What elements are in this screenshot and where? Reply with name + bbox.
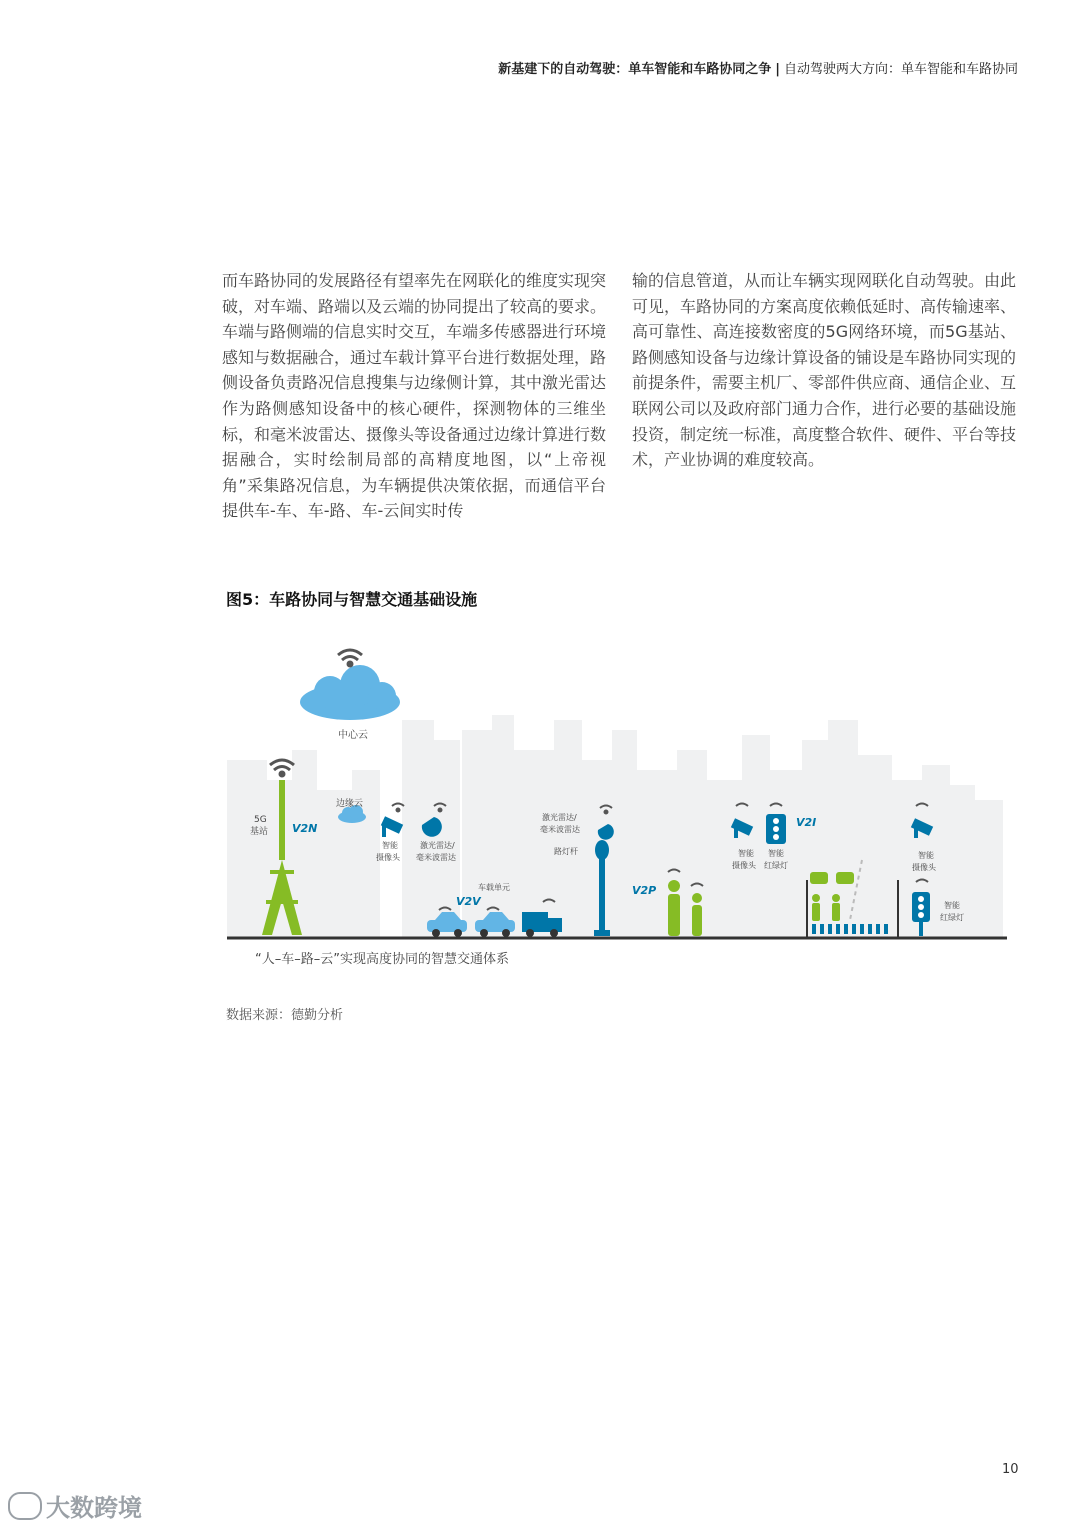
camera-2-label-1: 智能	[738, 849, 754, 858]
center-cloud-icon	[300, 665, 400, 720]
lidar-2-label-2: 毫米波雷达	[540, 825, 580, 834]
lidar-1-label-2: 毫米波雷达	[416, 853, 456, 862]
camera-1-label-2: 摄像头	[376, 853, 400, 862]
pedestrian-icon	[668, 880, 680, 936]
wifi-icon	[270, 760, 294, 776]
body-right-column: 输的信息管道，从而让车辆实现网联化自动驾驶。由此可见，车路协同的方案高度依赖低延时、高传输速率、高可靠性、高连接数密度的5G网络环境，而5G基站、路侧感知设备与边缘计算设备的铺设是车路协同实现的前提条件，需要主机厂、零部件供应商、通信企业、互联网公司以及政府部门通力合作，进行必要的基础设施投资，制定统一标准，高度整合软件、硬件、平台等技术，产业协调的难度较高。	[632, 271, 1017, 470]
page-number: 10	[1002, 1462, 1019, 1477]
camera-2-label-2: 摄像头	[732, 861, 756, 870]
v2p-label: V2P	[632, 884, 657, 897]
header-title: 新基建下的自动驾驶：单车智能和车路协同之争	[498, 62, 772, 77]
watermark-logo-icon	[8, 1492, 42, 1520]
body-left-column: 而车路协同的发展路径有望率先在网联化的维度实现突破，对车端、路端以及云端的协同提出了较高的要求。车端与路侧端的信息实时交互，车端多传感器进行环境感知与数据融合，通过车载计算平台进行数据处理，路侧设备负责路况信息搜集与边缘侧计算，其中激光雷达作为路侧感知设备中的核心硬件，探测物体的三维坐标，和毫米波雷达、摄像头等设备通过边缘计算进行数据融合，实时绘制局部的高精度地图，以“上帝视角”采集路况信息，为车辆提供决策依据，而通信平台提供车-车、车-路、车-云间实时传	[222, 271, 607, 521]
traffic-light-2-label-2: 红绿灯	[940, 913, 964, 922]
camera-1-label-1: 智能	[382, 841, 398, 850]
wifi-icon	[338, 650, 362, 666]
camera-3-label-2: 摄像头	[912, 863, 936, 872]
v2i-label: V2I	[796, 816, 817, 829]
v2n-label: V2N	[292, 822, 318, 835]
traffic-light-1-label-2: 红绿灯	[764, 861, 788, 870]
base-station-label-2: 基站	[250, 827, 269, 837]
street-lamp-label: 路灯杆	[554, 847, 578, 856]
camera-icon	[381, 816, 403, 837]
lidar-1-label-1: 激光雷达/	[420, 841, 455, 850]
camera-3-label-1: 智能	[918, 851, 934, 860]
header-subtitle: 自动驾驶两大方向：单车智能和车路协同	[783, 62, 1018, 77]
v2v-label: V2V	[456, 895, 481, 908]
figure-title: 图5：车路协同与智慧交通基础设施	[226, 590, 478, 609]
base-station-label-1: 5G	[254, 815, 267, 825]
traffic-light-icon	[766, 814, 786, 844]
watermark-text: 大数跨境	[46, 1494, 142, 1522]
traffic-light-1-label-1: 智能	[768, 849, 784, 858]
watermark	[8, 1488, 142, 1523]
child-icon	[692, 893, 702, 936]
center-cloud-label: 中心云	[338, 730, 368, 741]
city-skyline	[227, 715, 1003, 938]
data-source: 数据来源：德勤分析	[226, 1008, 344, 1023]
figure-caption: “人–车–路–云”实现高度协同的智慧交通体系	[255, 952, 509, 967]
lidar-2-label-1: 激光雷达/	[542, 813, 577, 822]
vehicle-unit-label: 车载单元	[478, 883, 510, 892]
header-separator: |	[775, 62, 780, 77]
edge-cloud-label: 边缘云	[336, 799, 364, 809]
traffic-light-2-label-1: 智能	[944, 901, 960, 910]
traffic-infrastructure-figure	[222, 630, 1012, 950]
page-header	[498, 58, 1018, 77]
